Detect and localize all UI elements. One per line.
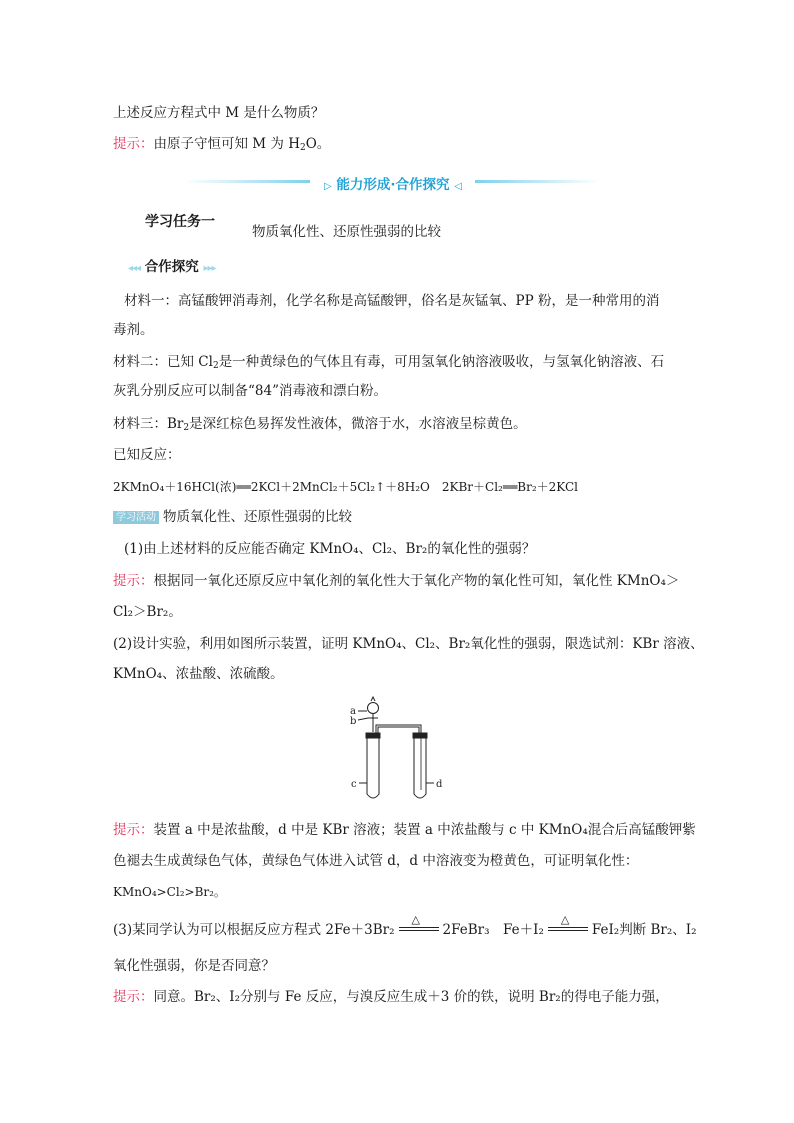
material-2-b: 是一种黄绿色的气体且有毒，可用氢氧化钠溶液吸收，与氢氧化钠溶液、石 xyxy=(218,354,665,370)
funnel-bulb xyxy=(368,703,379,714)
delta-icon: △ xyxy=(411,913,420,926)
hint-1-line-1 xyxy=(113,573,683,589)
question-3-line-1 xyxy=(113,913,697,938)
coop-arrows-left-icon: ◂◂◂ xyxy=(128,263,141,274)
hint-m-subscript: 2 xyxy=(299,143,306,153)
hint-2-a: 装置 a 中是浓盐酸，d 中是 KBr 溶液；装置 a 中浓盐酸与 c 中 KMnO₄混合后高锰酸钾紫 xyxy=(153,822,696,838)
material-3-sub: 2 xyxy=(183,423,190,433)
figure-label-b: b xyxy=(350,716,357,727)
question-2-line-1: (2)设计实验，利用如图所示装置，证明 KMnO₄、Cl₂、Br₂氧化性的强弱，限选试剂：KBr 溶液、 xyxy=(113,636,704,652)
material-2-line-2: 灰乳分别反应可以制备“84”消毒液和漂白粉。 xyxy=(113,383,387,399)
activity-line xyxy=(113,509,683,525)
activity-badge: 学习活动 xyxy=(113,511,159,524)
reaction-equations: 2KMnO₄＋16HCl(浓)══2KCl＋2MnCl₂＋5Cl₂↑＋8H₂O 2KBr＋Cl₂══Br₂＋2KCl xyxy=(113,480,578,494)
hint-label: 提示： xyxy=(113,136,154,152)
stopper-d xyxy=(413,733,427,738)
banner-text: 能力形成·合作探究 xyxy=(336,177,450,193)
material-3 xyxy=(113,416,683,436)
hint-2-line-1 xyxy=(113,822,696,838)
material-2-a: 材料二：已知 Cl xyxy=(113,354,213,370)
apparatus-figure xyxy=(340,692,460,807)
banner-title xyxy=(303,173,483,193)
connecting-tube xyxy=(376,725,421,733)
question-m: 上述反应方程式中 M 是什么物质？ xyxy=(113,105,325,121)
known-reaction-label: 已知反应： xyxy=(113,447,181,463)
question-3-b: 2FeBr₃ Fe＋I₂ xyxy=(442,922,544,938)
question-3-a: (3)某同学认为可以根据反应方程式 2Fe＋3Br₂ xyxy=(113,922,395,938)
hint-m-end: O。 xyxy=(305,136,331,152)
figure-label-d: d xyxy=(436,779,443,790)
hint-label: 提示： xyxy=(113,822,154,838)
material-3-b: 是深红棕色易挥发性液体，微溶于水，水溶液呈棕黄色。 xyxy=(189,416,527,432)
question-3-line-2: 氧化性强弱，你是否同意？ xyxy=(113,958,275,974)
hint-3-text: 同意。Br₂、I₂分别与 Fe 反应，与溴反应生成＋3 价的铁，说明 Br₂的得电子能力强， xyxy=(153,989,669,1005)
task-title: 学习任务一 xyxy=(145,214,215,230)
test-tube-c xyxy=(367,735,379,798)
question-3-c: FeI₂判断 Br₂、I₂ xyxy=(591,922,697,938)
question-2-line-2: KMnO₄、浓盐酸、浓硫酸。 xyxy=(113,666,284,682)
label-line-b xyxy=(358,718,368,720)
hint-label: 提示： xyxy=(113,989,154,1005)
banner-line-left xyxy=(185,180,310,183)
material-1-line-2: 毒剂。 xyxy=(113,322,154,338)
figure-label-a: a xyxy=(350,706,356,717)
question-1: (1)由上述材料的反应能否确定 KMnO₄、Cl₂、Br₂的氧化性的强弱？ xyxy=(124,541,536,557)
material-2-line-1 xyxy=(113,354,683,374)
hint-2-line-3: KMnO₄>Cl₂>Br₂。 xyxy=(113,885,226,899)
material-2-sub: 2 xyxy=(212,361,219,371)
coop-arrows-right-icon: ▸▸▸ xyxy=(203,263,216,274)
hint-label: 提示： xyxy=(113,573,154,589)
funnel-top xyxy=(371,697,375,701)
hint-3 xyxy=(113,989,683,1005)
hint-1-line-2: Cl₂＞Br₂。 xyxy=(113,604,182,620)
figure-label-c: c xyxy=(351,779,357,790)
material-3-a: 材料三：Br xyxy=(113,416,184,432)
heat-arrow-1 xyxy=(399,913,439,936)
coop-heading xyxy=(128,255,216,275)
material-1-line-1: 材料一：高锰酸钾消毒剂，化学名称是高锰酸钾，俗名是灰锰氧、PP 粉，是一种常用的消 xyxy=(124,293,660,309)
section-banner xyxy=(185,173,600,193)
activity-text: 物质氧化性、还原性强弱的比较 xyxy=(163,509,352,525)
banner-line-right xyxy=(475,180,600,183)
hint-2-line-2: 色褪去生成黄绿色气体，黄绿色气体进入试管 d，d 中溶液变为橙黄色，可证明氧化性： xyxy=(113,853,639,869)
hint-m xyxy=(113,136,683,156)
banner-arrow-right-icon: ◁ xyxy=(454,181,462,192)
stopper-c xyxy=(366,733,380,738)
hint-m-text: 由原子守恒可知 M 为 H xyxy=(153,136,300,152)
heat-arrow-2 xyxy=(548,913,588,936)
coop-text: 合作探究 xyxy=(144,259,199,275)
test-tube-d xyxy=(414,735,426,798)
hint-1-a: 根据同一氧化还原反应中氧化剂的氧化性大于氧化产物的氧化性可知，氧化性 KMnO₄＞ xyxy=(153,573,680,589)
banner-arrow-left-icon: ▷ xyxy=(324,181,332,192)
delta-icon: △ xyxy=(560,913,570,926)
task-subtitle: 物质氧化性、还原性强弱的比较 xyxy=(252,224,441,240)
